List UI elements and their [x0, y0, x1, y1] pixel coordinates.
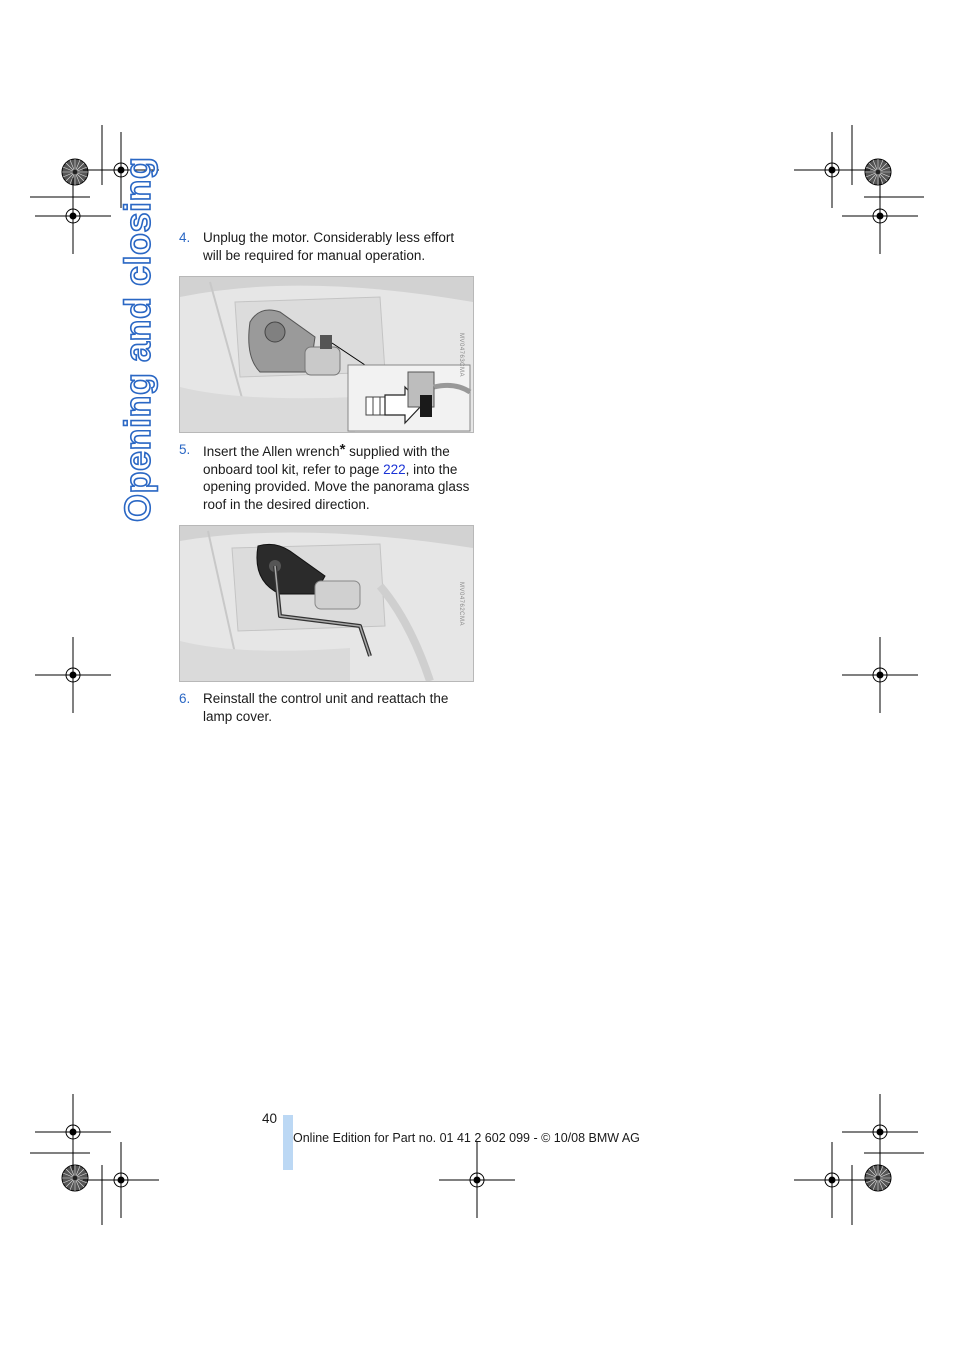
figure-code: MV04762CMA: [457, 581, 464, 626]
page-reference-link[interactable]: 222: [383, 461, 406, 477]
figure-unplug-motor: [179, 276, 474, 433]
section-title: Opening and closing: [117, 156, 158, 522]
footer-edition-text: Online Edition for Part no. 01 41 2 602 099 - © 10/08 BMW AG: [293, 1131, 640, 1145]
connector-detail-inset: [348, 365, 470, 431]
step-text: Unplug the motor. Considerably less effort will be required for manual operation.: [203, 230, 455, 263]
step-number: 6.: [179, 691, 191, 706]
step-number: 5.: [179, 442, 191, 457]
step-text: Insert the Allen wrench* supplied with the onboard tool kit, refer to page 222, into the opening provided. Move the panorama glass roof in the desired direction.: [203, 441, 470, 512]
footer-accent-bar: [283, 1115, 293, 1170]
motor-unplug-illustration: [180, 277, 473, 432]
optional-equipment-star: *: [339, 441, 346, 458]
figure-allen-wrench: [179, 525, 474, 682]
allen-wrench-illustration: [180, 526, 473, 681]
step-number: 4.: [179, 230, 191, 245]
step-text: Reinstall the control unit and reattach the lamp cover.: [203, 691, 449, 724]
page-number: 40: [262, 1111, 278, 1126]
figure-code: MV04763CMA: [457, 332, 464, 377]
